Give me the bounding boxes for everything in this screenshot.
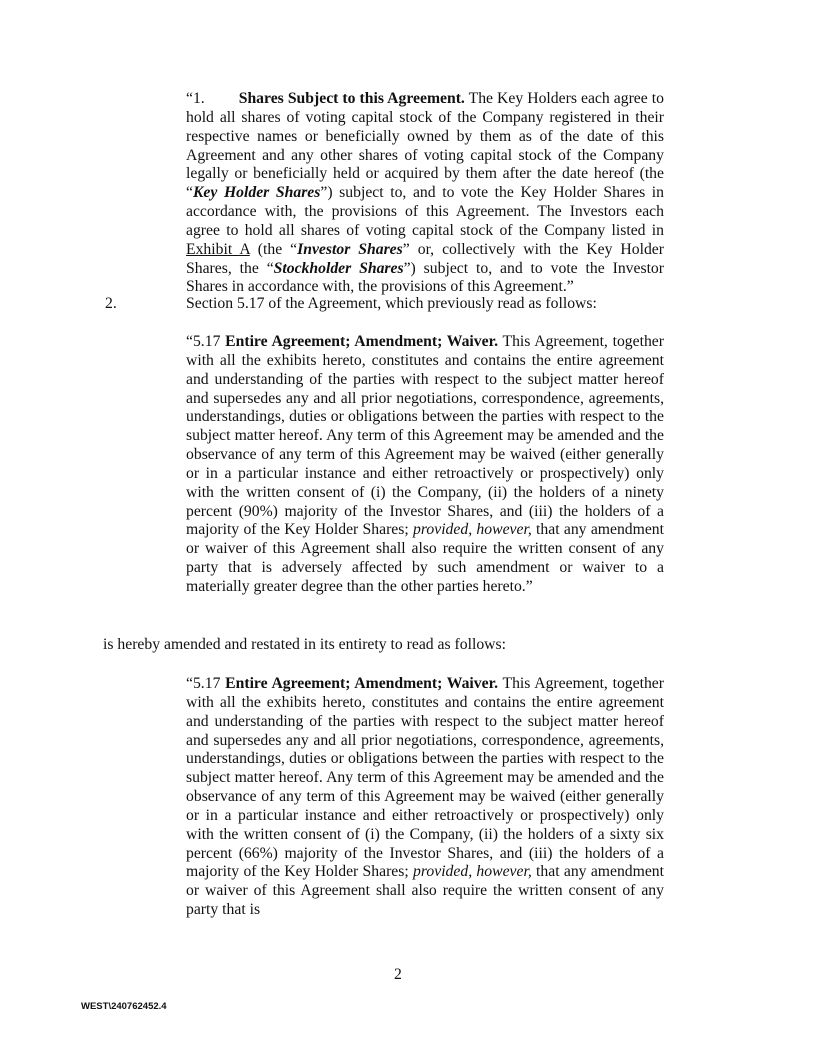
paragraph-text: that any amendment or waiver of this Agreement shall also require the written consent of any party that is adversely affected by such amendment or waiver to a materially greater degree than the other parties hereto.”	[186, 521, 665, 595]
footer-doc-id: WEST\240762452.4	[81, 1001, 167, 1012]
paragraph-text: (the “	[249, 240, 298, 258]
proviso: provided, however,	[413, 863, 532, 881]
page-number: 2	[394, 966, 402, 983]
paragraph-text: ”) subject to, and to vote the Investor Shares in accordance with, the provisions of this Agreement.”	[186, 259, 664, 296]
new-section-5-17	[186, 675, 664, 920]
paragraph-text: This Agreement, together with all the exhibits hereto, constitutes and contains the entire agreement and understanding of the parties with respect to the subject matter hereof and supersedes any and all prior negotiations, correspondence, agreements, understandings, duties or obligations between the parties with respect to the subject matter hereof. Any term of this Agreement may be amended and the observance of any term of this Agreement may be waived (either generally or in a particular instance and either retroactively or prospectively) only with the written consent of (i) the Company, (ii) the holders of a sixty six percent (66%) majority of the Investor Shares, and (iii) the holders of a majority of the Key Holder Shares;	[186, 675, 664, 881]
amended-intro: is hereby amended and restated in its entirety to read as follows:	[103, 636, 506, 653]
defined-term: Key Holder Shares	[192, 184, 321, 202]
section-number: “5.17	[186, 333, 226, 350]
paragraph-text: The Key Holders each agree to hold all shares of voting capital stock of the Company registered in their respective names or beneficially owned by them as of the date of this Agreement and any other shares of voting capital stock of the Company legally or beneficially held or acquired by them after the date hereof (the “	[186, 90, 664, 202]
paragraph-text: ”) subject to, and to vote the Key Holder Shares in accordance with, the provisions of this Agreement. The Investors each agree to hold all shares of voting capital stock of the Company listed in	[186, 184, 665, 239]
paragraph-text: This Agreement, together with all the exhibits hereto, constitutes and contains the entire agreement and understanding of the parties with respect to the subject matter hereof and supersedes any and all prior negotiations, correspondence, agreements, understandings, duties or obligations between the parties with respect to the subject matter hereof. Any term of this Agreement may be amended and the observance of any term of this Agreement may be waived (either generally or in a particular instance and either retroactively or prospectively) only with the written consent of (i) the Company, (ii) the holders of a ninety percent (90%) majority of the Investor Shares, and (iii) the holders of a majority of the Key Holder Shares;	[186, 333, 664, 539]
old-section-5-17	[186, 333, 664, 597]
exhibit-reference: Exhibit A	[186, 240, 250, 258]
section-heading: Shares Subject to this Agreement.	[238, 90, 465, 107]
paragraph-text: ” or, collectively with the Key Holder Shares, the “	[186, 240, 664, 277]
defined-term: Stockholder Shares	[273, 259, 404, 277]
section-heading: Entire Agreement; Amendment; Waiver.	[225, 333, 499, 350]
proviso: provided, however,	[413, 521, 532, 539]
item-2-text: Section 5.17 of the Agreement, which previously read as follows:	[186, 295, 597, 312]
section-number: “1.	[186, 90, 205, 107]
section-heading: Entire Agreement; Amendment; Waiver.	[225, 675, 499, 692]
paragraph-text: that any amendment or waiver of this Agreement shall also require the written consent of any party that is	[186, 863, 665, 919]
section-1-paragraph	[186, 90, 664, 297]
defined-term: Investor Shares	[297, 240, 403, 258]
item-number: 2.	[105, 295, 117, 312]
section-number: “5.17	[186, 675, 226, 692]
